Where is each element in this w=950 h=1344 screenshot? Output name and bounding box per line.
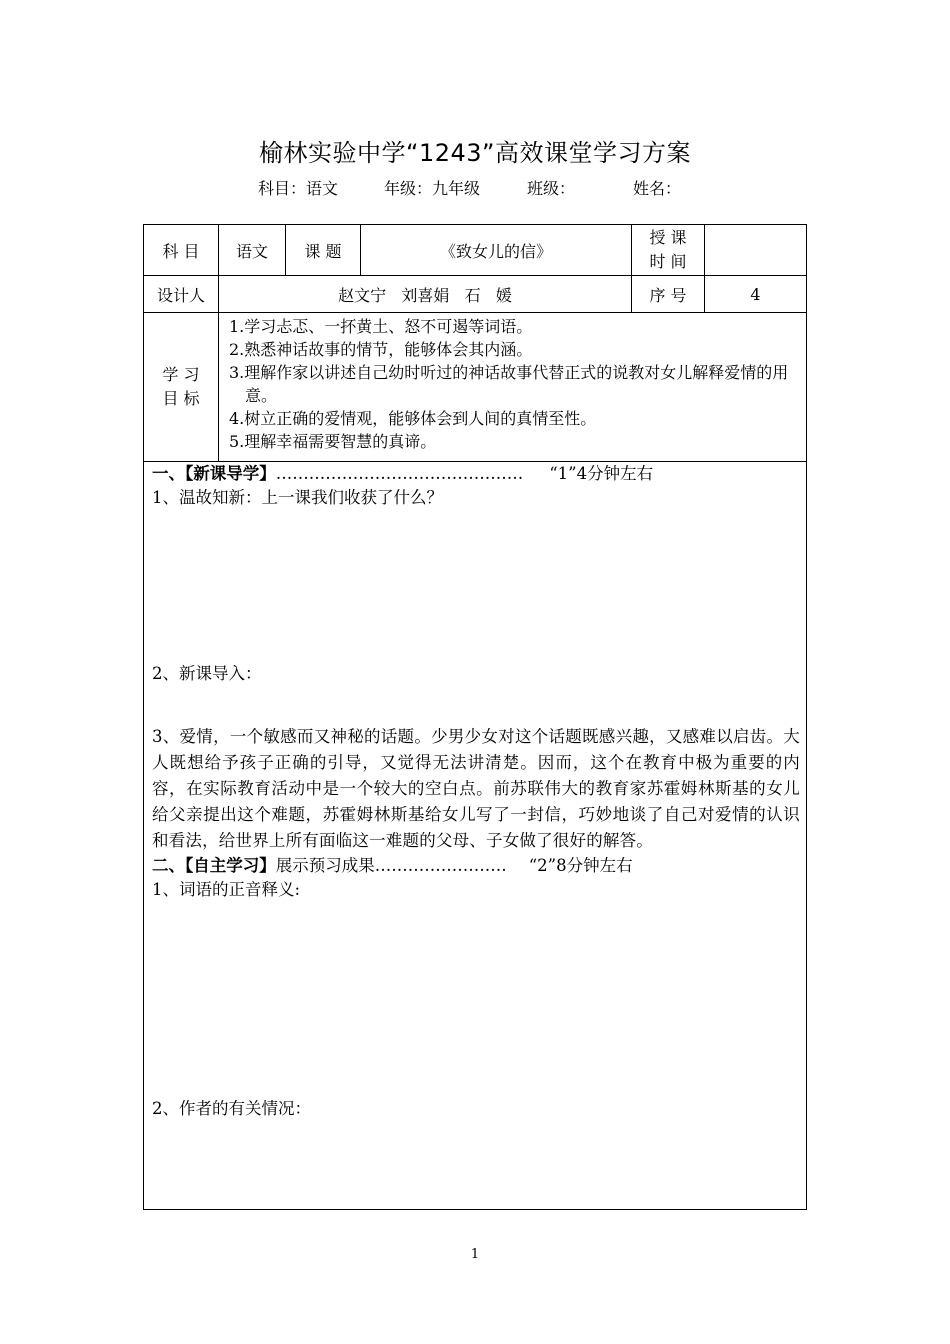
teaching-time-label (632, 225, 705, 276)
lesson-plan-table (143, 224, 807, 1210)
goal-item: 1.学习忐忑、一抔黄土、怒不可遏等词语。 (229, 317, 533, 336)
intro-paragraph: 3、爱情，一个敏感而又神秘的话题。少男少女对这个话题既感兴趣，又感难以启齿。大人既想给予孩子正确的引导，又觉得无法讲清楚。因而，这个在教育中极为重要的内容，在实际教育活动中是一个较大的空白点。前苏联伟大的教育家苏霍姆林斯基的女儿给父亲提出这个难题，苏霍姆林斯基给女儿写了一封信，巧妙地谈了自己对爱情的认识和看法，给世界上所有面临这一难题的父母、子女做了很好的解答。 (152, 727, 800, 850)
goals-list (219, 313, 807, 462)
subject-value: 语文 (219, 225, 286, 276)
table-row (144, 313, 807, 462)
answer-space[interactable] (152, 686, 800, 724)
goal-item: 5.理解幸福需要智慧的真谛。 (229, 432, 437, 451)
grade-info: 年级：九年级 (384, 179, 481, 198)
subject-label: 科 目 (144, 225, 219, 276)
sequence-label: 序 号 (632, 276, 705, 313)
table-row (144, 225, 807, 276)
table-row (144, 462, 807, 1210)
section2-text: 展示预习成果 (275, 856, 375, 875)
goals-label (144, 313, 219, 462)
teaching-time-label-2: 时 间 (649, 252, 687, 271)
page-number: 1 (470, 1247, 480, 1262)
review-prompt: 1、温故知新：上一课我们收获了什么？ (152, 488, 443, 507)
goals-label-2: 目 标 (162, 389, 200, 408)
info-line (0, 176, 950, 198)
goal-item: 3.理解作家以讲述自己幼时听过的神话故事代替正式的说教对女儿解释爱情的用意。 (229, 363, 789, 405)
teaching-time-value[interactable] (705, 225, 807, 276)
section1-dots: ……………………………………… (275, 464, 524, 483)
vocabulary-prompt: 1、词语的正音释义: (152, 880, 301, 899)
section2-time: “2”8分钟左右 (528, 856, 633, 875)
name-info: 姓名： (633, 179, 682, 198)
section1-heading (152, 462, 800, 486)
subject-info: 科目：语文 (258, 179, 339, 198)
answer-space[interactable] (152, 902, 800, 1097)
section1-title: 一、【新课导学】 (152, 464, 276, 483)
goals-label-1: 学 习 (162, 365, 200, 384)
lesson-content (144, 462, 807, 1210)
section2-heading (152, 854, 800, 878)
class-info: 班级： (527, 179, 576, 198)
section2-title: 二、【自主学习】 (152, 856, 276, 875)
section1-time: “1”4分钟左右 (549, 464, 654, 483)
goal-item: 4.树立正确的爱情观，能够体会到人间的真情至性。 (229, 409, 597, 428)
author-prompt: 2、作者的有关情况： (152, 1099, 311, 1118)
page-title: 榆林实验中学“1243”高效课堂学习方案 (259, 139, 691, 167)
table-row (144, 276, 807, 313)
sequence-value: 4 (705, 276, 807, 313)
teaching-time-label-1: 授 课 (649, 228, 687, 247)
intro-prompt: 2、新课导入： (152, 664, 262, 683)
answer-space[interactable] (152, 510, 800, 662)
designer-label: 设计人 (144, 276, 219, 313)
topic-value: 《致女儿的信》 (361, 225, 632, 276)
goal-item: 2.熟悉神话故事的情节，能够体会其内涵。 (229, 340, 533, 359)
topic-label: 课 题 (286, 225, 361, 276)
section2-dots: …………………… (374, 856, 507, 875)
designer-names: 赵文宁 刘喜娟 石 媛 (219, 276, 632, 313)
